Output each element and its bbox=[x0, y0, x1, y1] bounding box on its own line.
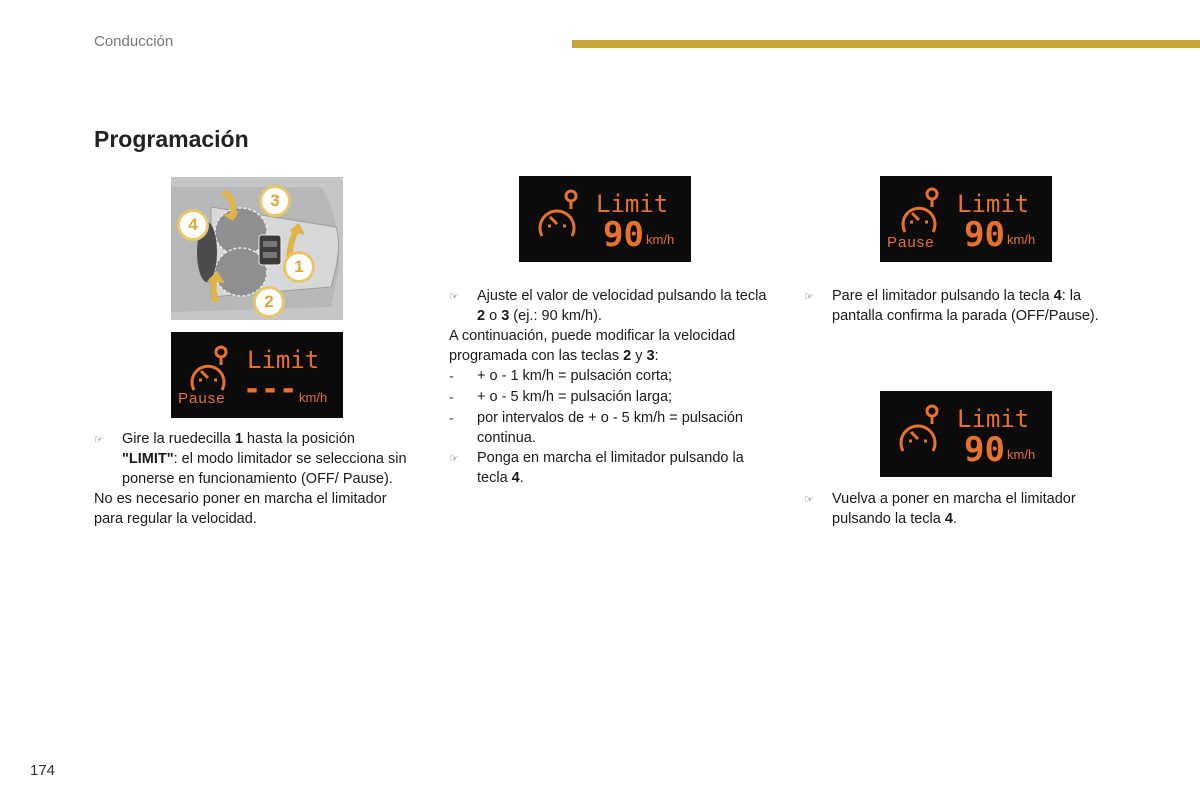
pointing-hand-icon: ☞ bbox=[449, 291, 459, 303]
instruction-bullet: ☞ Pare el limitador pulsando la tecla 4: la pantalla confirma la parada (OFF/Pause). bbox=[804, 288, 1099, 324]
speedometer-icon bbox=[192, 347, 226, 390]
speedometer-icon bbox=[901, 406, 937, 451]
display-limit-90-active bbox=[880, 391, 1052, 477]
display-title: Limit bbox=[957, 405, 1030, 433]
dash-item: - + o - 1 km/h = pulsación corta; bbox=[449, 368, 673, 385]
page-title: Programación bbox=[94, 126, 249, 152]
speedometer-icon bbox=[903, 189, 937, 232]
button-1-badge: 1 bbox=[283, 251, 315, 283]
button-2-badge: 2 bbox=[253, 286, 285, 318]
display-pause-dashes bbox=[171, 332, 343, 418]
pointing-hand-icon: ☞ bbox=[804, 494, 814, 506]
display-value: --- bbox=[243, 372, 298, 407]
display-status: Pause bbox=[178, 390, 226, 407]
display-title: Limit bbox=[247, 346, 320, 374]
display-title: Limit bbox=[596, 190, 669, 218]
pointing-hand-icon: ☞ bbox=[804, 291, 814, 303]
control-stalk-illustration bbox=[171, 177, 343, 320]
dash-item: - + o - 5 km/h = pulsación larga; bbox=[449, 389, 673, 406]
column-1-text bbox=[94, 429, 412, 529]
instruction-bullet: ☞ Ajuste el valor de velocidad pulsando la tecla 2 o 3 (ej.: 90 km/h). bbox=[449, 288, 767, 324]
note-paragraph: No es necesario poner en marcha el limitador para regular la velocidad. bbox=[94, 491, 387, 527]
display-limit-90-setting bbox=[519, 176, 691, 262]
display-title: Limit bbox=[957, 190, 1030, 218]
display-unit: km/h bbox=[1007, 447, 1036, 462]
display-pause-90 bbox=[880, 176, 1052, 262]
column-3-text-restart bbox=[804, 489, 1124, 529]
display-unit: km/h bbox=[1007, 232, 1036, 247]
instruction-bullet: ☞ Ponga en marcha el limitador pulsando la tecla 4. bbox=[449, 450, 744, 486]
note-paragraph: A continuación, puede modificar la velocidad programada con las teclas 2 y 3: bbox=[449, 328, 736, 364]
button-4-badge: 4 bbox=[177, 209, 209, 241]
column-2-text bbox=[449, 286, 769, 488]
pointing-hand-icon: ☞ bbox=[449, 453, 459, 465]
page-number: 174 bbox=[30, 762, 56, 779]
header-accent-bar bbox=[572, 40, 1200, 48]
display-value: 90 bbox=[964, 430, 1005, 470]
column-3-text-stop bbox=[804, 286, 1124, 326]
section-label: Conducción bbox=[94, 33, 174, 50]
display-status: Pause bbox=[887, 234, 935, 251]
speedometer-icon bbox=[540, 191, 576, 236]
display-unit: km/h bbox=[299, 390, 328, 405]
display-value: 90 bbox=[603, 215, 644, 255]
instruction-bullet: ☞ Gire la ruedecilla 1 hasta la posición "LIMIT": el modo limitador se selecciona sin ponerse en funcionamiento (OFF/ Pause). bbox=[94, 431, 407, 487]
pointing-hand-icon: ☞ bbox=[94, 434, 104, 446]
display-value: 90 bbox=[964, 215, 1005, 255]
dash-item: - por intervalos de + o - 5 km/h = pulsación continua. bbox=[449, 410, 743, 446]
button-3-badge: 3 bbox=[259, 185, 291, 217]
instruction-bullet: ☞ Vuelva a poner en marcha el limitador pulsando la tecla 4. bbox=[804, 491, 1076, 527]
display-unit: km/h bbox=[646, 232, 675, 247]
